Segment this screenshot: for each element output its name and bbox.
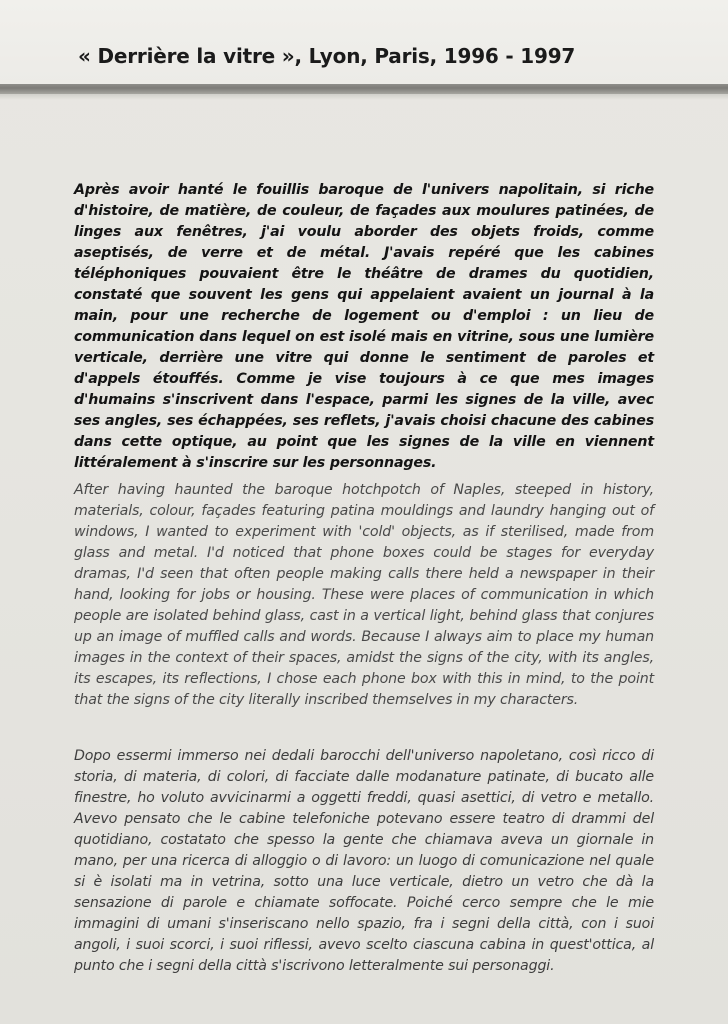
panel-header (0, 0, 728, 84)
english-text-block (74, 480, 654, 711)
english-paragraph: After having haunted the baroque hotchpotch of Naples, steeped in history, materials, colour, façades featuring patina mouldings and laundry hanging out of windows, I wanted to experiment with 'cold' objects, as if sterilised, made from glass and metal. I'd noticed that phone boxes could be stages for everyday dramas, I'd seen that often people making calls there held a newspaper in their hand, looking for jobs or housing. These were places of communication in which people are isolated behind glass, cast in a vertical light, behind glass that conjures up an image of muffled calls and words. Because I always aim to place my human images in the context of their spaces, amidst the signs of the city, with its angles, its escapes, its reflections, I chose each phone box with this in mind, to the point that the signs of the city literally inscribed themselves in my characters. (74, 482, 654, 708)
divider-shadow (0, 94, 728, 100)
french-paragraph: Après avoir hanté le fouillis baroque de l'univers napolitain, si riche d'histoire, de matière, de couleur, de façades aux moulures patinées, de linges aux fenêtres, j'ai voulu aborder des objets froids, comme aseptisés, de verre et de métal. J'avais repéré que les cabines téléphoniques pouvaient être le théâtre de drames du quotidien, constaté que souvent les gens qui appelaient avaient un journal à la main, pour une recherche de logement ou d'emploi : un lieu de communication dans lequel on est isolé mais en vitrine, sous une lumière verticale, derrière une vitre qui donne le sentiment de paroles et d'appels étouffés. Comme je vise toujours à ce que mes images d'humains s'inscrivent dans l'espace, parmi les signes de la ville, avec ses angles, ses échappées, ses reflets, j'avais choisi chacune des cabines dans cette optique, au point que les signes de la ville en viennent littéralement à s'inscrire sur les personnages. (74, 182, 654, 471)
italian-paragraph: Dopo essermi immerso nei dedali barocchi dell'universo napoletano, così ricco di storia, di materia, di colori, di facciate dalle modanature patinate, di bucato alle finestre, ho voluto avvicinarmi a oggetti freddi, quasi asettici, di vetro e metallo. Avevo pensato che le cabine telefoniche potevano essere teatro di drammi del quotidiano, costatato che spesso la gente che chiamava aveva un giornale in mano, per una ricerca di alloggio o di lavoro: un luogo di comunicazione nel quale si è isolati ma in vetrina, sotto una luce verticale, dietro un vetro che dà la sensazione di parole e chiamate soffocate. Poiché cerco sempre che le mie immagini di umani s'inseriscano nello spazio, fra i segni della città, con i suoi angoli, i suoi scorci, i suoi riflessi, avevo scelto ciascuna cabina in quest'ottica, al punto che i segni della città s'iscrivono letteralmente sui personaggi. (74, 748, 654, 974)
french-text-block (74, 180, 654, 474)
title-divider (0, 84, 728, 94)
italian-text-block (74, 746, 654, 977)
panel-title: « Derrière la vitre », Lyon, Paris, 1996 - 1997 (78, 44, 576, 68)
